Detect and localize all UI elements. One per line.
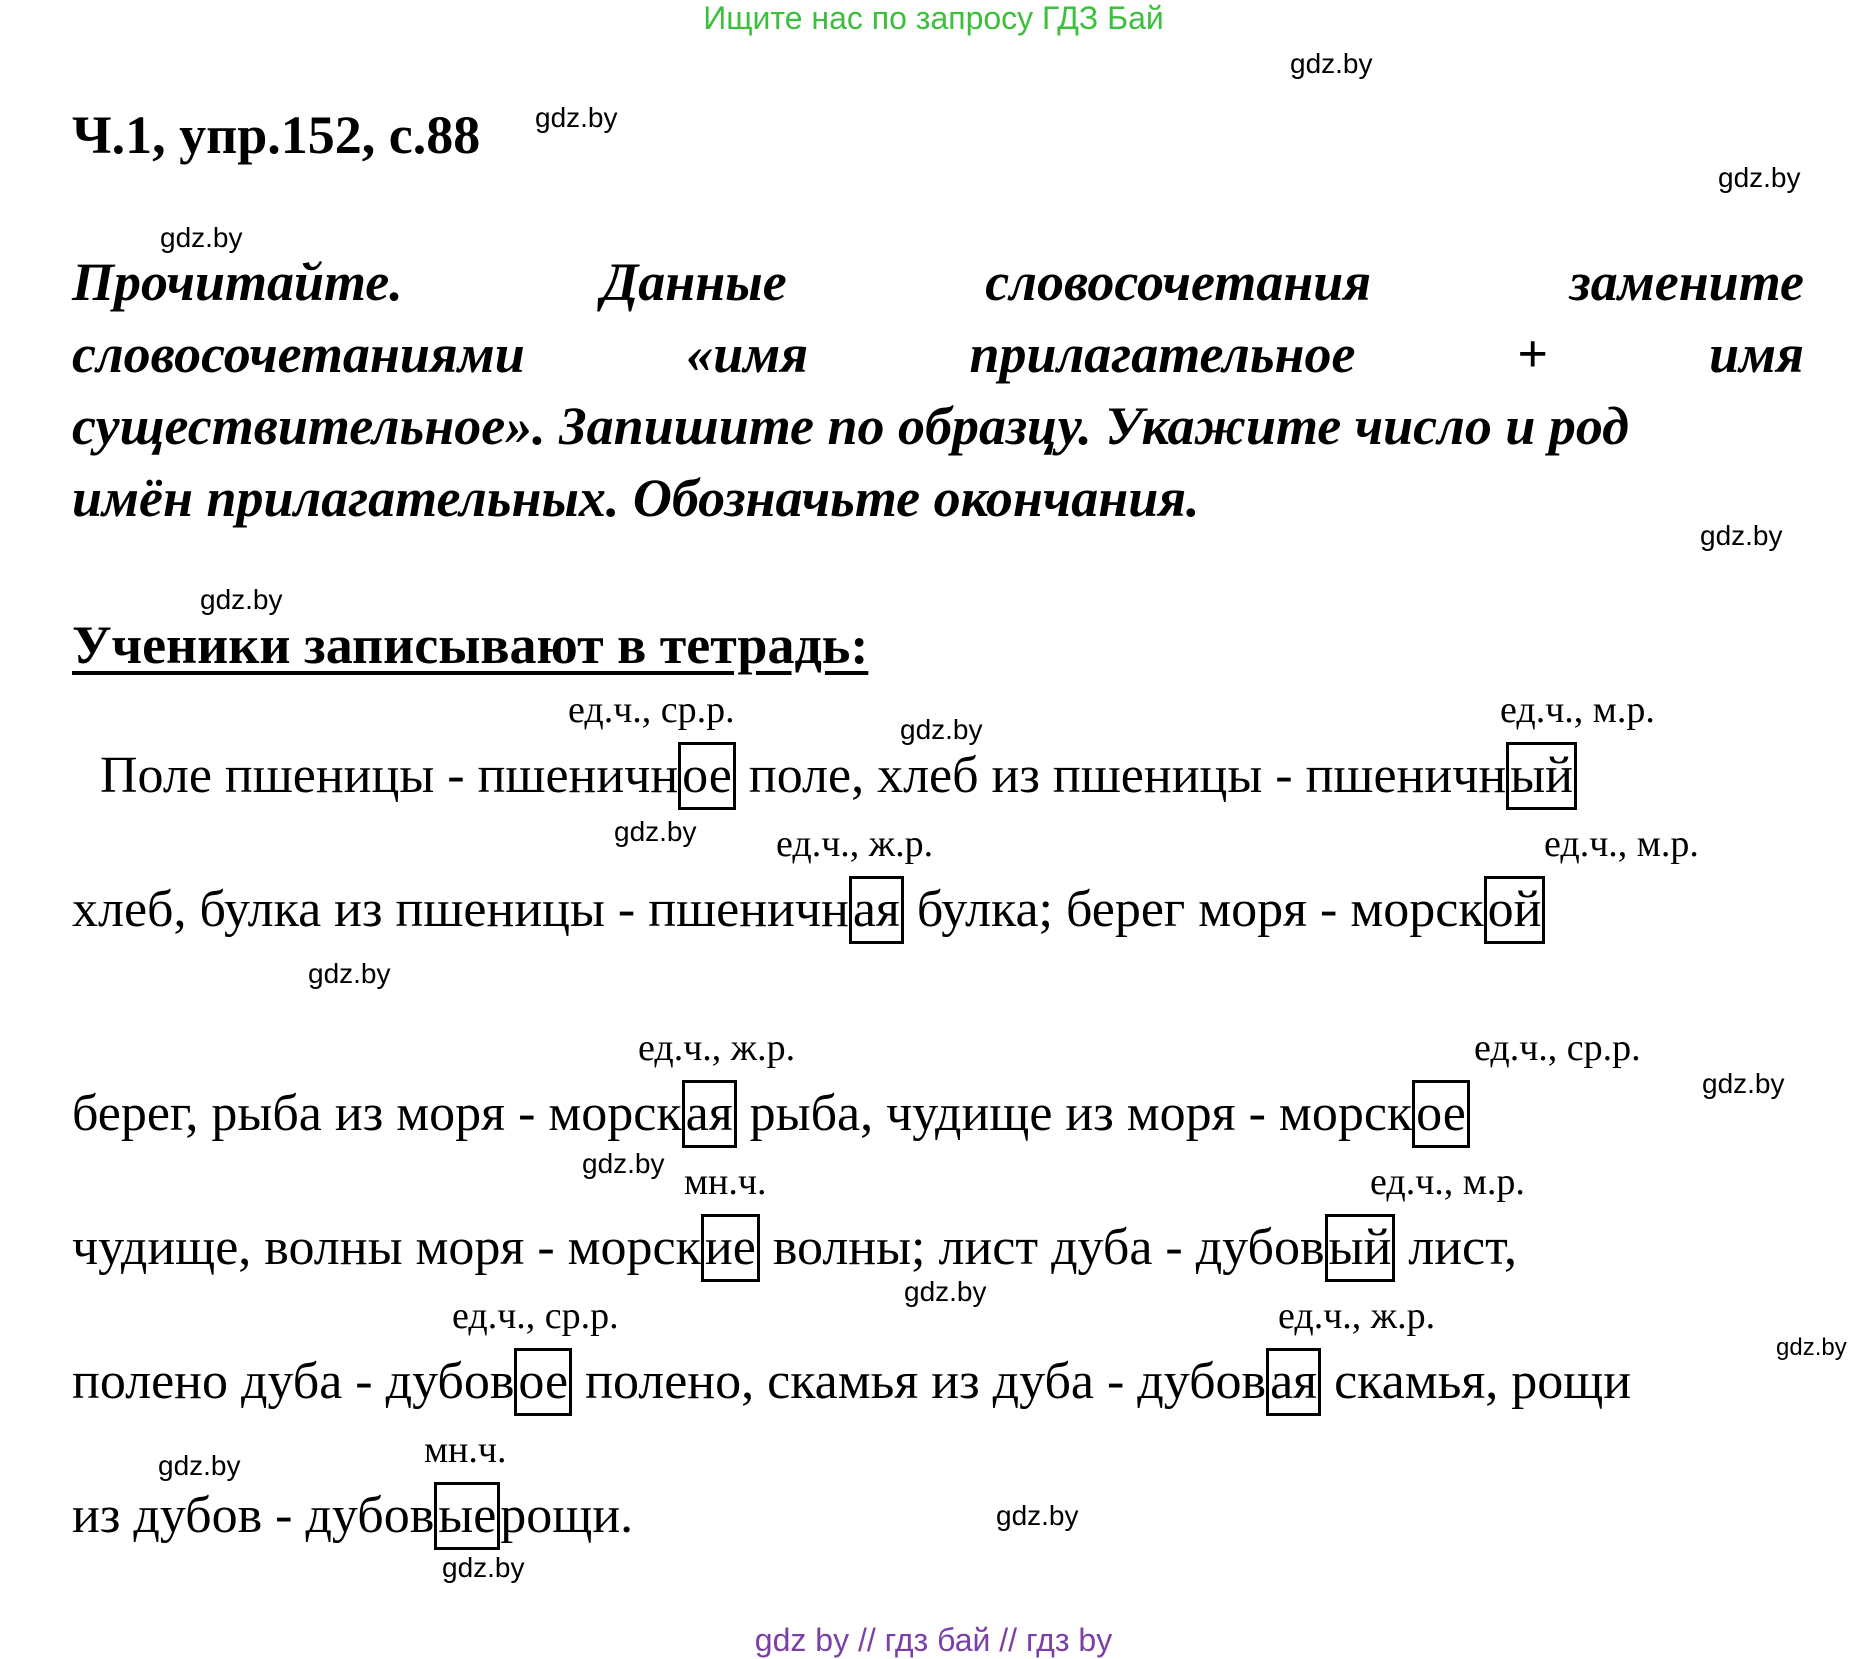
answer-line xyxy=(72,1348,1631,1416)
watermark: gdz.by xyxy=(308,958,391,989)
ending-box: ое xyxy=(678,742,736,810)
answer-line xyxy=(72,876,1545,944)
watermark: gdz.by xyxy=(1700,520,1783,551)
answer-line xyxy=(100,742,1577,810)
top-banner: Ищите нас по запросу ГДЗ Бай xyxy=(703,0,1164,36)
watermark: gdz.by xyxy=(1718,162,1801,193)
page-title: Ч.1, упр.152, с.88 xyxy=(72,105,481,165)
grammar-annotation: ед.ч., м.р. xyxy=(1370,1161,1525,1203)
ending-box: ые xyxy=(434,1482,500,1550)
watermark: gdz.by xyxy=(158,1450,241,1481)
instruction-word: + xyxy=(1516,324,1548,384)
footer-links: gdz by // гдз бай // гдз by xyxy=(754,1622,1113,1658)
answer-text: булка; берег моря - морск xyxy=(903,881,1484,938)
answer-text: Поле пшеницы - пшеничн xyxy=(100,747,679,804)
answer-text: полено, скамья из дуба - дубов xyxy=(572,1353,1267,1410)
grammar-annotation: ед.ч., ж.р. xyxy=(776,823,934,865)
answer-text: рощи. xyxy=(500,1487,634,1544)
ending-box: ый xyxy=(1325,1214,1396,1282)
ending-box: ая xyxy=(1266,1348,1321,1416)
watermark: gdz.by xyxy=(1776,1334,1847,1361)
watermark: gdz.by xyxy=(1290,48,1373,79)
ending-box: ый xyxy=(1506,742,1577,810)
watermark: gdz.by xyxy=(900,714,983,745)
instruction-line: имён прилагательных. Обозначьте окончания. xyxy=(72,468,1200,528)
answer-text: лист, xyxy=(1395,1219,1517,1276)
grammar-annotation: ед.ч., ср.р. xyxy=(568,689,735,731)
grammar-annotation: ед.ч., ср.р. xyxy=(1474,1027,1641,1069)
ending-box: ая xyxy=(849,876,904,944)
answer-text: волны; лист дуба - дубов xyxy=(759,1219,1325,1276)
ending-box: ая xyxy=(682,1080,737,1148)
watermark: gdz.by xyxy=(442,1552,525,1583)
answer-line xyxy=(72,1482,633,1550)
watermark: gdz.by xyxy=(160,222,243,253)
grammar-annotation: ед.ч., м.р. xyxy=(1500,689,1655,731)
grammar-annotation: ед.ч., ж.р. xyxy=(1278,1295,1436,1337)
instruction-word: «имя xyxy=(686,324,809,384)
ending-box: ой xyxy=(1484,876,1546,944)
watermark: gdz.by xyxy=(582,1148,665,1179)
watermark: gdz.by xyxy=(614,816,697,847)
section-heading: Ученики записывают в тетрадь: xyxy=(72,615,869,675)
grammar-annotation: ед.ч., ср.р. xyxy=(452,1295,619,1337)
answer-text: берег, рыба из моря - морск xyxy=(72,1085,682,1142)
ending-box: ие xyxy=(701,1214,760,1282)
ending-box: ое xyxy=(514,1348,572,1416)
instruction-word: словосочетаниями xyxy=(72,324,525,384)
answer-text: из дубов - дубов xyxy=(72,1487,435,1544)
instruction-word: замените xyxy=(1569,252,1804,312)
grammar-annotation: ед.ч., ж.р. xyxy=(638,1027,796,1069)
watermark: gdz.by xyxy=(1702,1068,1785,1099)
watermark: gdz.by xyxy=(535,102,618,133)
answer-text: чудище, волны моря - морск xyxy=(72,1219,701,1276)
answer-line xyxy=(72,1214,1517,1282)
grammar-annotation: мн.ч. xyxy=(684,1161,767,1203)
answer-text: рыба, чудище из моря - морск xyxy=(736,1085,1413,1142)
grammar-annotation: мн.ч. xyxy=(424,1429,507,1471)
answer-line xyxy=(72,1080,1470,1148)
grammar-annotation: ед.ч., м.р. xyxy=(1544,823,1699,865)
watermark: gdz.by xyxy=(200,584,283,615)
instruction-line xyxy=(72,246,1804,318)
answer-text: полено дуба - дубов xyxy=(72,1353,515,1410)
answer-text: поле, хлеб из пшеницы - пшеничн xyxy=(735,747,1507,804)
instruction-word: прилагательное xyxy=(969,324,1356,384)
watermark: gdz.by xyxy=(904,1276,987,1307)
instruction-line xyxy=(72,318,1804,390)
instruction-word: имя xyxy=(1709,324,1804,384)
instruction-word: Прочитайте. xyxy=(72,252,403,312)
instruction-word: Данные xyxy=(601,252,787,312)
instruction-word: словосочетания xyxy=(985,252,1372,312)
answer-text: хлеб, булка из пшеницы - пшеничн xyxy=(72,881,849,938)
watermark: gdz.by xyxy=(996,1500,1079,1531)
answer-text: скамья, рощи xyxy=(1321,1353,1632,1410)
instruction-line: существительное». Запишите по образцу. Укажите число и род xyxy=(72,396,1629,456)
ending-box: ое xyxy=(1412,1080,1470,1148)
